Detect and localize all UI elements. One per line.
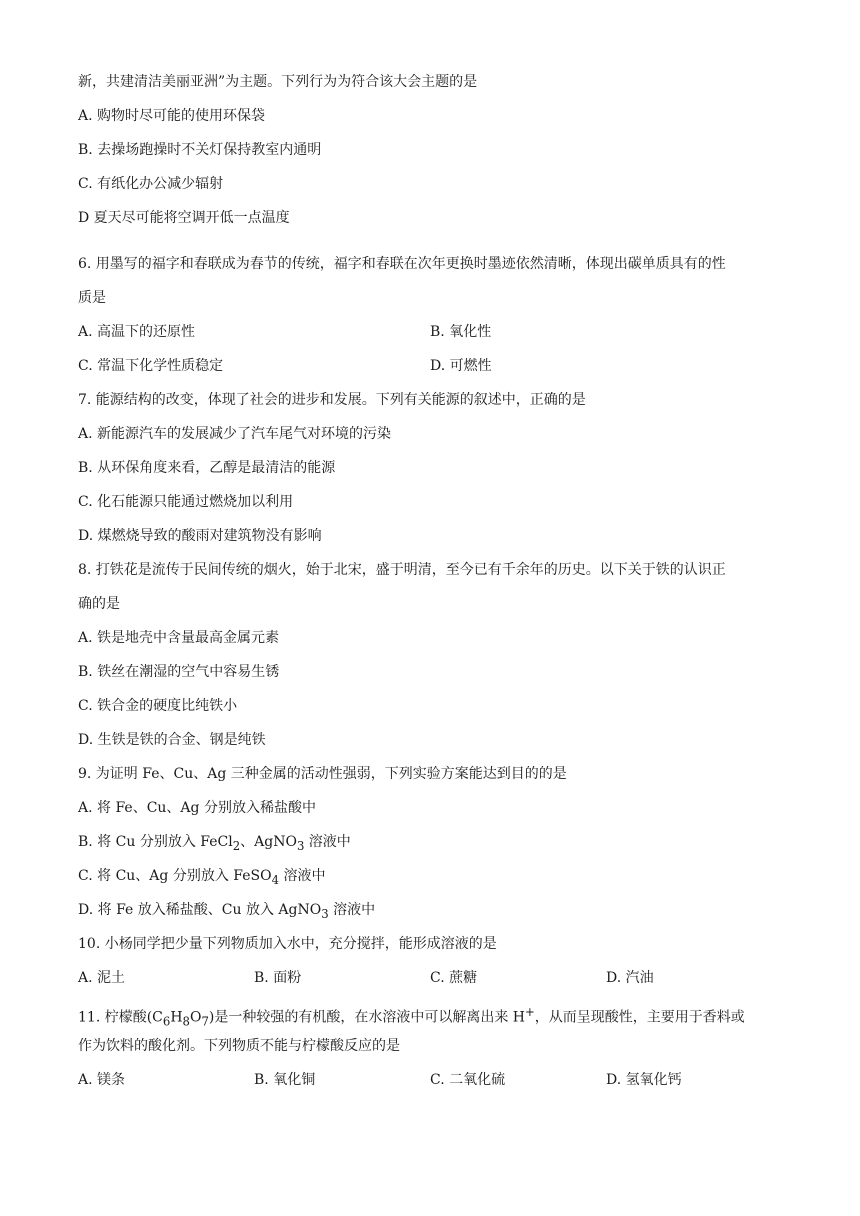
q9-option-b: B. 将 Cu 分别放入 FeCl$_2$、AgNO$_3$ 溶液中 <box>78 834 351 853</box>
q7-option-a: A. 新能源汽车的发展减少了汽车尾气对环境的污染 <box>78 426 392 442</box>
q10-options-row <box>78 968 788 988</box>
q11-option-b: B. 氧化铜 <box>254 1072 316 1088</box>
q7-option-c: C. 化石能源只能通过燃烧加以利用 <box>78 494 294 510</box>
q10-option-d: D. 汽油 <box>606 970 654 986</box>
q6-options-row2 <box>78 356 788 376</box>
q10-option-a: A. 泥土 <box>78 970 126 986</box>
q11-options-row <box>78 1070 788 1090</box>
q8-option-c: C. 铁合金的硬度比纯铁小 <box>78 698 238 714</box>
q5-stem: 新，共建清洁美丽亚洲”为主题。下列行为为符合该大会主题的是 <box>78 74 478 90</box>
q11-option-a: A. 镁条 <box>78 1072 126 1088</box>
q8-option-a: A. 铁是地壳中含量最高金属元素 <box>78 630 280 646</box>
q10-option-b: B. 面粉 <box>254 970 302 986</box>
q7-option-d: D. 煤燃烧导致的酸雨对建筑物没有影响 <box>78 528 322 544</box>
q8-stem-line2: 确的是 <box>78 596 120 612</box>
q9-option-c: C. 将 Cu、Ag 分别放入 FeSO$_4$ 溶液中 <box>78 868 326 887</box>
q8-option-d: D. 生铁是铁的合金、钢是纯铁 <box>78 732 266 748</box>
q11-stem-line2: 作为饮料的酸化剂。下列物质不能与柠檬酸反应的是 <box>78 1038 400 1054</box>
q7-stem: 7. 能源结构的改变，体现了社会的进步和发展。下列有关能源的叙述中，正确的是 <box>78 392 586 408</box>
q6-options-row1 <box>78 322 788 342</box>
q10-stem: 10. 小杨同学把少量下列物质加入水中，充分搅拌，能形成溶液的是 <box>78 936 497 952</box>
q7-option-b: B. 从环保角度来看，乙醇是最清洁的能源 <box>78 460 336 476</box>
q6-stem-line1: 6. 用墨写的福字和春联成为春节的传统，福字和春联在次年更换时墨迹依然清晰，体现出碳单质具有的性 <box>78 256 726 272</box>
q11-option-c: C. 二氧化硫 <box>430 1072 506 1088</box>
q5-option-d: D 夏天尽可能将空调开低一点温度 <box>78 210 290 226</box>
q8-option-b: B. 铁丝在潮湿的空气中容易生锈 <box>78 664 280 680</box>
q6-option-d: D. 可燃性 <box>430 358 492 374</box>
q8-stem-line1: 8. 打铁花是流传于民间传统的烟火，始于北宋，盛于明清，至今已有千余年的历史。以下关于铁的认识正 <box>78 562 726 578</box>
q6-option-b: B. 氧化性 <box>430 324 492 340</box>
q6-option-a: A. 高温下的还原性 <box>78 324 196 340</box>
q6-option-c: C. 常温下化学性质稳定 <box>78 358 224 374</box>
q5-option-c: C. 有纸化办公减少辐射 <box>78 176 224 192</box>
q6-stem-line2: 质是 <box>78 290 106 306</box>
q5-option-a: A. 购物时尽可能的使用环保袋 <box>78 108 266 124</box>
q9-stem: 9. 为证明 Fe、Cu、Ag 三种金属的活动性强弱，下列实验方案能达到目的的是 <box>78 766 567 782</box>
q5-option-b: B. 去操场跑操时不关灯保持教室内通明 <box>78 142 322 158</box>
q11-option-d: D. 氢氧化钙 <box>606 1072 682 1088</box>
q9-option-a: A. 将 Fe、Cu、Ag 分别放入稀盐酸中 <box>78 800 316 816</box>
q9-option-d: D. 将 Fe 放入稀盐酸、Cu 放入 AgNO$_3$ 溶液中 <box>78 902 376 921</box>
q11-stem-line1: 11. 柠檬酸$(C_6H_8O_7)$是一种较强的有机酸，在水溶液中可以解离出来 H+，从而呈现酸性，主要用于香料或 <box>78 1005 745 1029</box>
q10-option-c: C. 蔗糖 <box>430 970 478 986</box>
